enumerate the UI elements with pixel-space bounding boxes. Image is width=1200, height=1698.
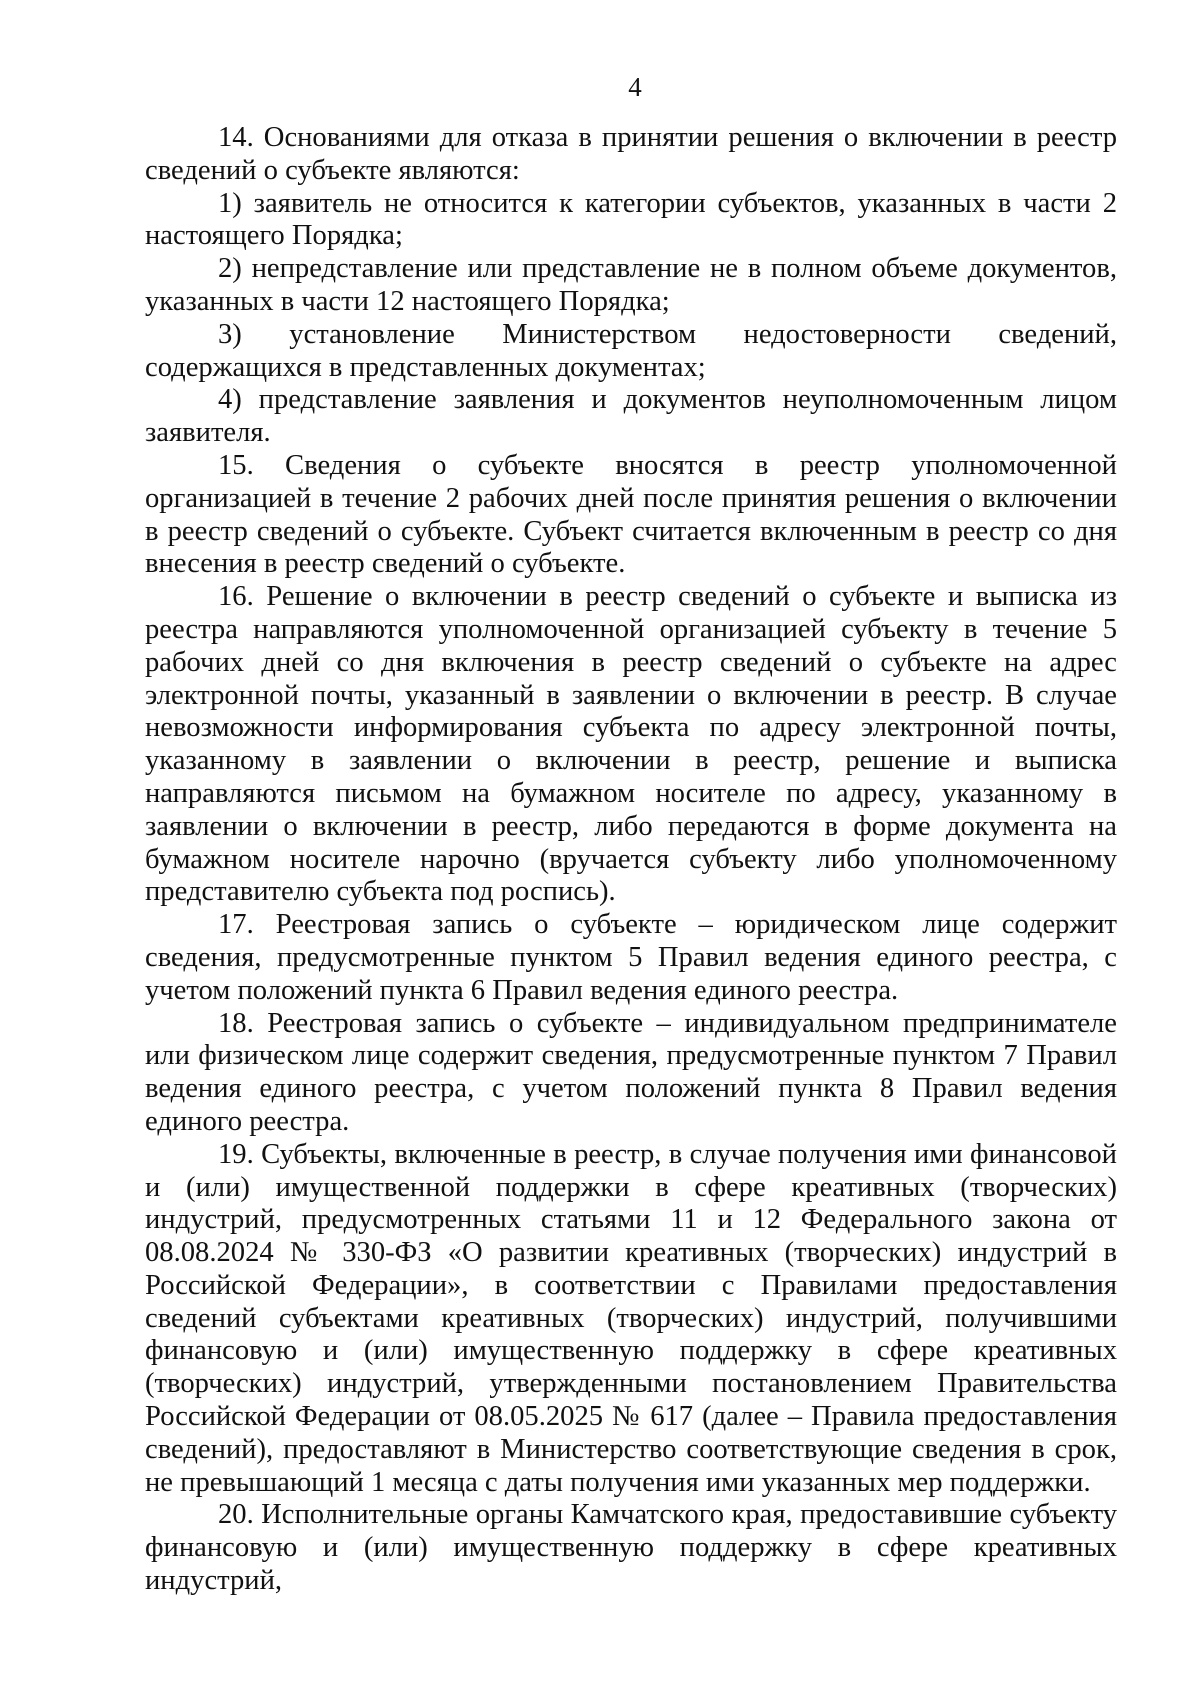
- paragraph-14-item-1: 1) заявитель не относится к категории субъектов, указанных в части 2 настоящего Порядка;: [145, 187, 1117, 252]
- page-number: 4: [628, 72, 642, 102]
- paragraph-19: 19. Субъекты, включенные в реестр, в случае получения ими финансовой и (или) имущественной поддержки в сфере креативных (творческих) индустрий, предусмотренных статьями 11 и 12 Федерального закона от 08.08.2024 № 330-ФЗ «О развитии креативных (творческих) индустрий в Российской Федерации», в соответствии с Правилами предоставления сведений субъектами креативных (творческих) индустрий, получившими финансовую и (или) имущественную поддержку в сфере креативных (творческих) индустрий, утвержденными постановлением Правительства Российской Федерации от 08.05.2025 № 617 (далее – Правила предоставления сведений), предоставляют в Министерство соответствующие сведения в срок, не превышающий 1 месяца с даты получения ими указанных мер поддержки.: [145, 1138, 1117, 1498]
- paragraph-15: 15. Сведения о субъекте вносятся в реестр уполномоченной организацией в течение 2 рабочих дней после принятия решения о включении в реестр сведений о субъекте. Субъект считается включенным в реестр со дня внесения в реестр сведений о субъекте.: [145, 449, 1117, 580]
- paragraph-14: 14. Основаниями для отказа в принятии решения о включении в реестр сведений о субъекте являются:: [145, 122, 1117, 186]
- paragraph-16: 16. Решение о включении в реестр сведений о субъекте и выписка из реестра направляются уполномоченной организацией субъекту в течение 5 рабочих дней со дня включения в реестр сведений о субъекте на адрес электронной почты, указанный в заявлении о включении в реестр. В случае невозможности информирования субъекта по адресу электронной почты, указанному в заявлении о включении в реестр, решение и выписка направляются письмом на бумажном носителе по адресу, указанному в заявлении о включении в реестр, либо передаются в форме документа на бумажном носителе нарочно (вручается субъекту либо уполномоченному представителю субъекта под роспись).: [145, 581, 1117, 908]
- paragraph-14-item-2: 2) непредставление или представление не в полном объеме документов, указанных в части 12 настоящего Порядка;: [145, 253, 1117, 317]
- paragraph-18: 18. Реестровая запись о субъекте – индивидуальном предпринимателе или физическом лице содержит сведения, предусмотренные пунктом 7 Правил ведения единого реестра, с учетом положений пункта 8 Правил ведения единого реестра.: [145, 1007, 1117, 1137]
- paragraph-17: 17. Реестровая запись о субъекте – юридическом лице содержит сведения, предусмотренные пунктом 5 Правил ведения единого реестра, с учетом положений пункта 6 Правил ведения единого реестра.: [145, 909, 1117, 1006]
- paragraph-20: 20. Исполнительные органы Камчатского края, предоставившие субъекту финансовую и (или) имущественную поддержку в сфере креативных индустрий,: [145, 1499, 1117, 1597]
- document-body: [145, 122, 1117, 1598]
- paragraph-14-item-3: 3) установление Министерством недостоверности сведений, содержащихся в представленных документах;: [145, 318, 1117, 383]
- paragraph-14-item-4: 4) представление заявления и документов неуполномоченным лицом заявителя.: [145, 384, 1117, 449]
